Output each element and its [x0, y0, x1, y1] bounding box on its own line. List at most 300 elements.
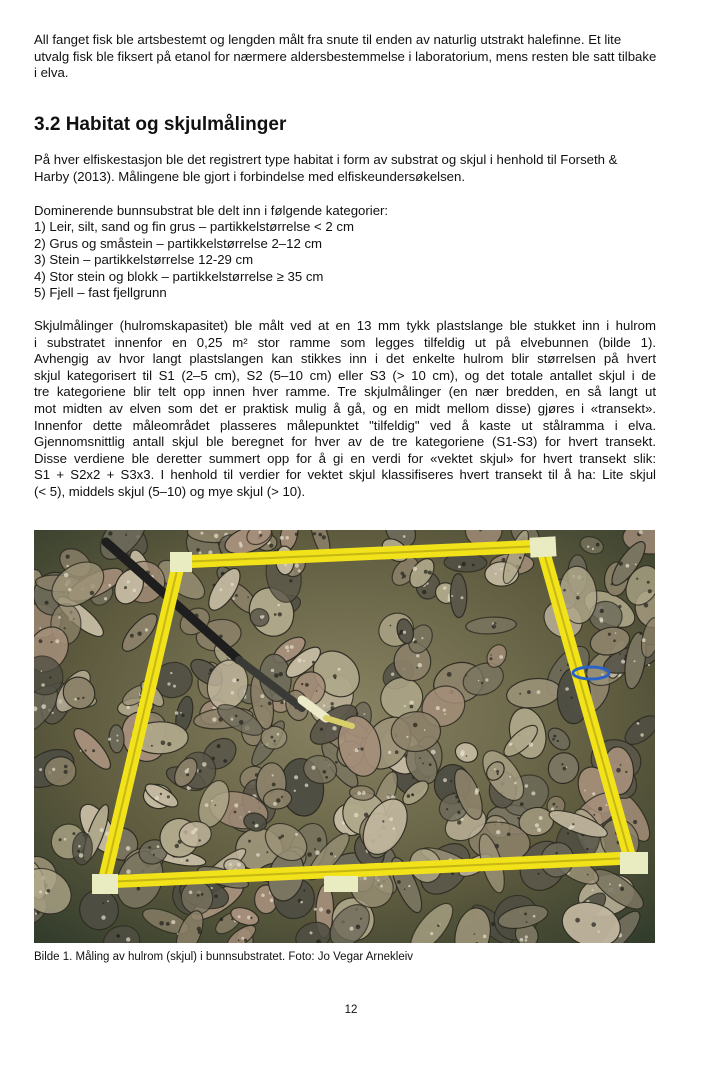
stone-speckle [272, 783, 276, 787]
stone-speckle [247, 596, 249, 598]
stone-speckle [45, 601, 49, 605]
stone-speckle [237, 862, 241, 866]
stone-speckle [457, 820, 461, 824]
stone-speckle [278, 612, 282, 616]
stone-speckle [397, 880, 401, 884]
stone-speckle [220, 918, 224, 922]
stone-speckle [507, 833, 511, 837]
stone-speckle [189, 891, 193, 895]
stone-speckle [636, 578, 638, 580]
stone-speckle [591, 922, 596, 927]
stone-speckle [64, 573, 69, 578]
stone-speckle [167, 742, 171, 746]
stone-speckle [537, 690, 541, 694]
stone-speckle [295, 564, 299, 568]
stone-speckle [276, 798, 280, 802]
stone-speckle [414, 640, 417, 643]
stone-speckle [301, 683, 303, 685]
stone-speckle [137, 887, 141, 891]
stone-speckle [213, 584, 216, 587]
stone-speckle [416, 654, 419, 657]
stone-speckle [382, 820, 384, 822]
frame-tape [620, 852, 648, 874]
stone-speckle [273, 740, 275, 742]
stone-speckle [619, 653, 621, 655]
stone-speckle [619, 562, 623, 566]
stone-speckle [430, 932, 433, 935]
stone-speckle [363, 877, 366, 880]
stone-speckle [274, 613, 277, 616]
stone-speckle [126, 869, 131, 874]
stone-speckle [85, 749, 87, 751]
stone-speckle [298, 569, 301, 572]
stone-speckle [525, 939, 528, 942]
stone-speckle [181, 714, 184, 717]
stone-speckle [443, 586, 447, 590]
stone-speckle [233, 598, 235, 600]
stone-speckle [429, 763, 432, 766]
stone-speckle [289, 579, 292, 582]
stone-speckle [395, 750, 399, 754]
stone-speckle [472, 564, 475, 567]
stone-speckle [422, 763, 424, 765]
stone-speckle [180, 712, 182, 714]
stone-speckle [235, 594, 238, 597]
stone-speckle [377, 879, 379, 881]
stone-speckle [285, 645, 289, 649]
category-item: 2) Grus og småstein – partikkelstørrelse 2–12 cm [34, 235, 323, 251]
stone-speckle [326, 909, 331, 914]
stone-speckle [592, 792, 595, 795]
stone-speckle [525, 935, 528, 938]
stone-speckle [538, 873, 540, 875]
stone-speckle [260, 694, 264, 698]
stone-speckle [39, 627, 41, 629]
stone-speckle [600, 609, 604, 613]
stone-speckle [79, 853, 84, 858]
stone-speckle [587, 546, 589, 548]
stone-speckle [64, 838, 67, 841]
stone-speckle [239, 544, 243, 548]
stone-speckle [41, 670, 43, 672]
stone-speckle [231, 583, 234, 586]
stone-speckle [74, 698, 77, 701]
stone-speckle [49, 676, 51, 678]
stone-speckle [552, 738, 555, 741]
stone-speckle [319, 533, 323, 537]
stone-speckle [234, 811, 237, 814]
stone-speckle [126, 846, 131, 851]
stone-speckle [294, 775, 298, 779]
stone-speckle [317, 837, 322, 842]
skjul-line: Disse verdiene ble deretter summert opp for å gi en verdi for «vektet skjul» for hvert transekt slik: [34, 450, 656, 466]
stone-speckle [151, 745, 153, 747]
stone-speckle [175, 844, 179, 848]
stone-speckle [271, 669, 274, 672]
stone-speckle [535, 823, 539, 827]
stone-speckle [501, 568, 503, 570]
stone-speckle [380, 885, 383, 888]
stone-speckle [39, 768, 42, 771]
stone-speckle [615, 632, 617, 634]
stone-speckle [171, 920, 175, 924]
skjul-line: S1 + S2x2 + S3x3. I henhold til verdier for vektet skjul klassifiseres hvert transekt til å ha: Lite skjul [34, 467, 656, 483]
stone-speckle [173, 685, 176, 688]
stone-speckle [298, 658, 302, 662]
stone-speckle [64, 627, 66, 629]
stone-speckle [524, 913, 527, 916]
stone-speckle [586, 848, 588, 850]
stone-speckle [526, 921, 528, 923]
stone-speckle [639, 632, 642, 635]
stone-speckle [331, 702, 334, 705]
stone-speckle [307, 852, 312, 857]
stone-speckle [153, 854, 155, 856]
stone-speckle [572, 823, 574, 825]
stone-speckle [633, 820, 637, 824]
stone-speckle [568, 827, 571, 830]
stone-speckle [127, 580, 130, 583]
stone-speckle [212, 717, 216, 721]
stone-speckle [357, 791, 361, 795]
stone-speckle [556, 806, 558, 808]
stone-speckle [258, 531, 261, 534]
stone-speckle [274, 673, 279, 678]
stone-speckle [529, 742, 534, 747]
stone-speckle [446, 808, 448, 810]
stone-speckle [451, 595, 453, 597]
stone-speckle [531, 791, 535, 795]
stone-speckle [287, 650, 289, 652]
stone-speckle [208, 550, 212, 554]
stone-speckle [102, 902, 104, 904]
stone-speckle [525, 784, 528, 787]
stone-speckle [196, 548, 200, 552]
stone-speckle [167, 682, 170, 685]
stone-speckle [107, 900, 109, 902]
stone-speckle [416, 667, 418, 669]
stone-speckle [223, 759, 227, 763]
stone-speckle [236, 679, 239, 682]
stone-speckle [214, 534, 219, 539]
stone-speckle [448, 598, 451, 601]
stone-speckle [175, 711, 179, 715]
stone-speckle [527, 690, 531, 694]
stone-speckle [197, 894, 200, 897]
riverbed-photo-illustration [34, 530, 655, 943]
stone-speckle [419, 757, 421, 759]
stone-speckle [155, 796, 159, 800]
stone-speckle [157, 845, 160, 848]
stone-speckle [272, 774, 274, 776]
riverbed-photo [34, 530, 655, 943]
stone-speckle [539, 816, 543, 820]
stone-speckle [161, 741, 166, 746]
stone-speckle [231, 718, 233, 720]
stone-speckle [256, 853, 260, 857]
stone-speckle [208, 673, 210, 675]
stone-speckle [320, 728, 323, 731]
habitat-paragraph: På hver elfiskestasjon ble det registrert type habitat i form av substrat og skjul i henhold til Forseth & Harby (2013). Målingene ble gjort i forbindelse med elfiskeundersøkelsen. [34, 152, 618, 184]
stone-speckle [354, 813, 359, 818]
skjul-line: Skjulmålinger (hulromskapasitet) ble målt ved at en 13 mm tykk plastslange ble stukket inn i hulrom [34, 318, 656, 333]
stone-speckle [55, 639, 59, 643]
stone-speckle [295, 533, 298, 536]
stone-speckle [555, 852, 557, 854]
stone-speckle [576, 596, 580, 600]
stone-speckle [39, 890, 42, 893]
stone-speckle [303, 890, 305, 892]
stone-speckle [553, 735, 556, 738]
stone-speckle [310, 931, 313, 934]
stone-speckle [406, 736, 408, 738]
stone-speckle [290, 645, 294, 649]
stone-speckle [239, 720, 244, 725]
stone-speckle [593, 814, 595, 816]
stone-speckle [201, 893, 204, 896]
stone-speckle [537, 828, 541, 832]
stone-speckle [247, 916, 251, 920]
page-number: 12 [344, 1004, 358, 1016]
stone-speckle [509, 776, 511, 778]
stone-speckle [124, 586, 127, 589]
stone-speckle [215, 805, 217, 807]
stone-speckle [422, 590, 426, 594]
stone-speckle [250, 917, 252, 919]
stone-speckle [584, 790, 586, 792]
stone-speckle [514, 782, 517, 785]
stone-speckle [490, 654, 492, 656]
stone-speckle [241, 937, 244, 940]
stone-speckle [499, 655, 503, 659]
stone-speckle [77, 697, 79, 699]
stone-speckle [294, 790, 296, 792]
stone-speckle [398, 633, 400, 635]
stone-speckle [407, 794, 411, 798]
stone-speckle [116, 735, 118, 737]
stone-speckle [186, 859, 189, 862]
stone-speckle [220, 588, 223, 591]
stone-speckle [235, 715, 238, 718]
skjul-line: Innenfor dette måleområdet plasseres målepunktet "tilfeldig" ved å kaste ut stålramma i elva. [34, 417, 656, 433]
stone-speckle [483, 935, 487, 939]
stone-speckle [428, 571, 432, 575]
stone-speckle [478, 680, 480, 682]
stone-speckle [421, 637, 423, 639]
stone-speckle [197, 927, 201, 931]
stone-speckle [626, 564, 630, 568]
stone-speckle [460, 752, 464, 756]
stone-speckle [248, 840, 251, 843]
stone-speckle [496, 770, 499, 773]
stone-speckle [199, 839, 201, 841]
stone-speckle [575, 918, 580, 923]
stone-speckle [82, 697, 84, 699]
stone-speckle [616, 768, 621, 773]
stone-speckle [402, 574, 406, 578]
stone-speckle [390, 625, 392, 627]
stone-speckle [244, 939, 247, 942]
skjul-line: i substratet innenfor en 0,25 m² stor ramme som legges tilfeldig ut på elvebunnen (bilde 1). [34, 334, 656, 350]
stone-speckle [314, 848, 316, 850]
stone [72, 832, 93, 865]
stone-speckle [621, 660, 625, 664]
stone-speckle [211, 887, 213, 889]
stone-speckle [322, 535, 326, 539]
stone-speckle [266, 851, 268, 853]
stone-speckle [552, 803, 555, 806]
stone-speckle [191, 830, 195, 834]
stone-speckle [494, 768, 496, 770]
stone-speckle [424, 570, 428, 574]
stone-speckle [148, 846, 151, 849]
stone-speckle [642, 638, 646, 642]
stone-speckle [323, 704, 326, 707]
stone-speckle [563, 589, 566, 592]
stone-speckle [551, 807, 554, 810]
stone-speckle [125, 534, 127, 536]
stone-speckle [404, 705, 406, 707]
stone-speckle [268, 702, 272, 706]
stone-speckle [64, 770, 68, 774]
stone-speckle [360, 747, 363, 750]
stone-speckle [217, 744, 221, 748]
stone-speckle [392, 827, 395, 830]
stone-speckle [277, 733, 280, 736]
stone-speckle [608, 633, 611, 636]
stone-speckle [418, 663, 422, 667]
stone-speckle [108, 738, 111, 741]
stone-speckle [350, 927, 354, 931]
stone-speckle [59, 838, 62, 841]
stone-speckle [519, 556, 522, 559]
stone-speckle [330, 852, 333, 855]
stone-speckle [199, 551, 202, 554]
stone-speckle [270, 898, 274, 902]
stone-speckle [360, 918, 362, 920]
skjul-line: mot midten av elven som det er praktisk mulig å gå, og en midt mellom disse) gjøres i «transekt». [34, 400, 656, 416]
stone-speckle [571, 697, 573, 699]
stone-speckle [92, 749, 95, 752]
stone-speckle [278, 836, 281, 839]
stone-speckle [391, 673, 394, 676]
stone-speckle [64, 765, 68, 769]
stone-speckle [495, 573, 497, 575]
category-item: 3) Stein – partikkelstørrelse 12-29 cm [34, 252, 254, 268]
stone-speckle [116, 934, 120, 938]
stone-speckle [130, 634, 134, 638]
stone-speckle [200, 532, 203, 535]
stone-speckle [620, 764, 622, 766]
stone-speckle [280, 701, 283, 704]
stone-speckle [613, 639, 616, 642]
stone-speckle [635, 563, 637, 565]
stone-speckle [447, 672, 452, 677]
stone-speckle [126, 937, 130, 941]
stone-speckle [450, 780, 452, 782]
stone-speckle [116, 740, 118, 742]
stone-speckle [620, 887, 624, 891]
stone-speckle [108, 531, 112, 535]
stone-speckle [388, 751, 391, 754]
stone-speckle [596, 543, 600, 547]
stone-speckle [533, 915, 536, 918]
stone-speckle [104, 597, 107, 600]
stone-speckle [108, 584, 111, 587]
substrate-category-list [34, 219, 354, 302]
stone-speckle [410, 705, 414, 709]
stone-speckle [313, 532, 316, 535]
stone-speckle [260, 534, 263, 537]
stone-speckle [361, 791, 365, 795]
stone-speckle [520, 802, 524, 806]
stone-speckle [101, 915, 105, 919]
stone-speckle [315, 850, 320, 855]
stone-speckle [159, 921, 164, 926]
stone-speckle [592, 889, 594, 891]
stone-speckle [356, 925, 361, 930]
stone-speckle [295, 833, 298, 836]
stone-speckle [167, 795, 170, 798]
stone-speckle [600, 619, 604, 623]
stone-speckle [177, 933, 179, 935]
stone-speckle [466, 755, 468, 757]
stone-speckle [185, 769, 189, 773]
frame-tape [170, 552, 192, 572]
frame-tape [529, 536, 556, 557]
stone-speckle [166, 922, 170, 926]
stone-speckle [485, 678, 488, 681]
stone-speckle [205, 803, 209, 807]
stone-speckle [261, 894, 264, 897]
stone-speckle [404, 888, 406, 890]
stone-speckle [252, 821, 254, 823]
stone-speckle [403, 631, 406, 634]
stone-speckle [519, 693, 521, 695]
stone-speckle [338, 668, 341, 671]
section-heading: 3.2 Habitat og skjulmålinger [34, 114, 287, 135]
stone-speckle [609, 883, 611, 885]
stone-speckle [300, 901, 303, 904]
intro-paragraph: All fanget fisk ble artsbestemt og lengden målt fra snute til enden av naturlig utstrakt halefinne. Et lite utvalg fisk ble fiksert på etanol for nærmere aldersbestemmelse i laboratorium, mens resten ble satt tilbake i elva. [34, 32, 657, 81]
stone-speckle [78, 845, 81, 848]
stone-speckle [389, 817, 393, 821]
stone-speckle [598, 807, 602, 811]
skjul-line: (< 5), middels skjul (5–10) og mye skjul (> 10). [34, 483, 306, 499]
stone-speckle [475, 791, 479, 795]
stone-speckle [273, 802, 277, 806]
stone-speckle [510, 743, 512, 745]
stone-speckle [238, 939, 240, 941]
stone-speckle [648, 589, 652, 593]
substrate-intro: Dominerende bunnsubstrat ble delt inn i følgende kategorier: [34, 203, 389, 218]
stone-speckle [563, 767, 567, 771]
stone-speckle [271, 736, 274, 739]
stone-speckle [211, 800, 213, 802]
stone-speckle [358, 748, 360, 750]
frame-tape [92, 874, 118, 894]
stone-speckle [305, 683, 309, 687]
stone-speckle [648, 664, 650, 666]
stone-speckle [408, 885, 410, 887]
stone-speckle [277, 604, 280, 607]
stone-speckle [634, 660, 636, 662]
skjul-line: Gjennomsnittlig antall skjul ble beregnet for hver av de tre kategoriene (S1-S3) for hvert transekt. [34, 434, 656, 450]
stone-speckle [458, 566, 461, 569]
stone-speckle [494, 622, 497, 625]
stone-speckle [424, 729, 426, 731]
stone-speckle [592, 548, 594, 550]
